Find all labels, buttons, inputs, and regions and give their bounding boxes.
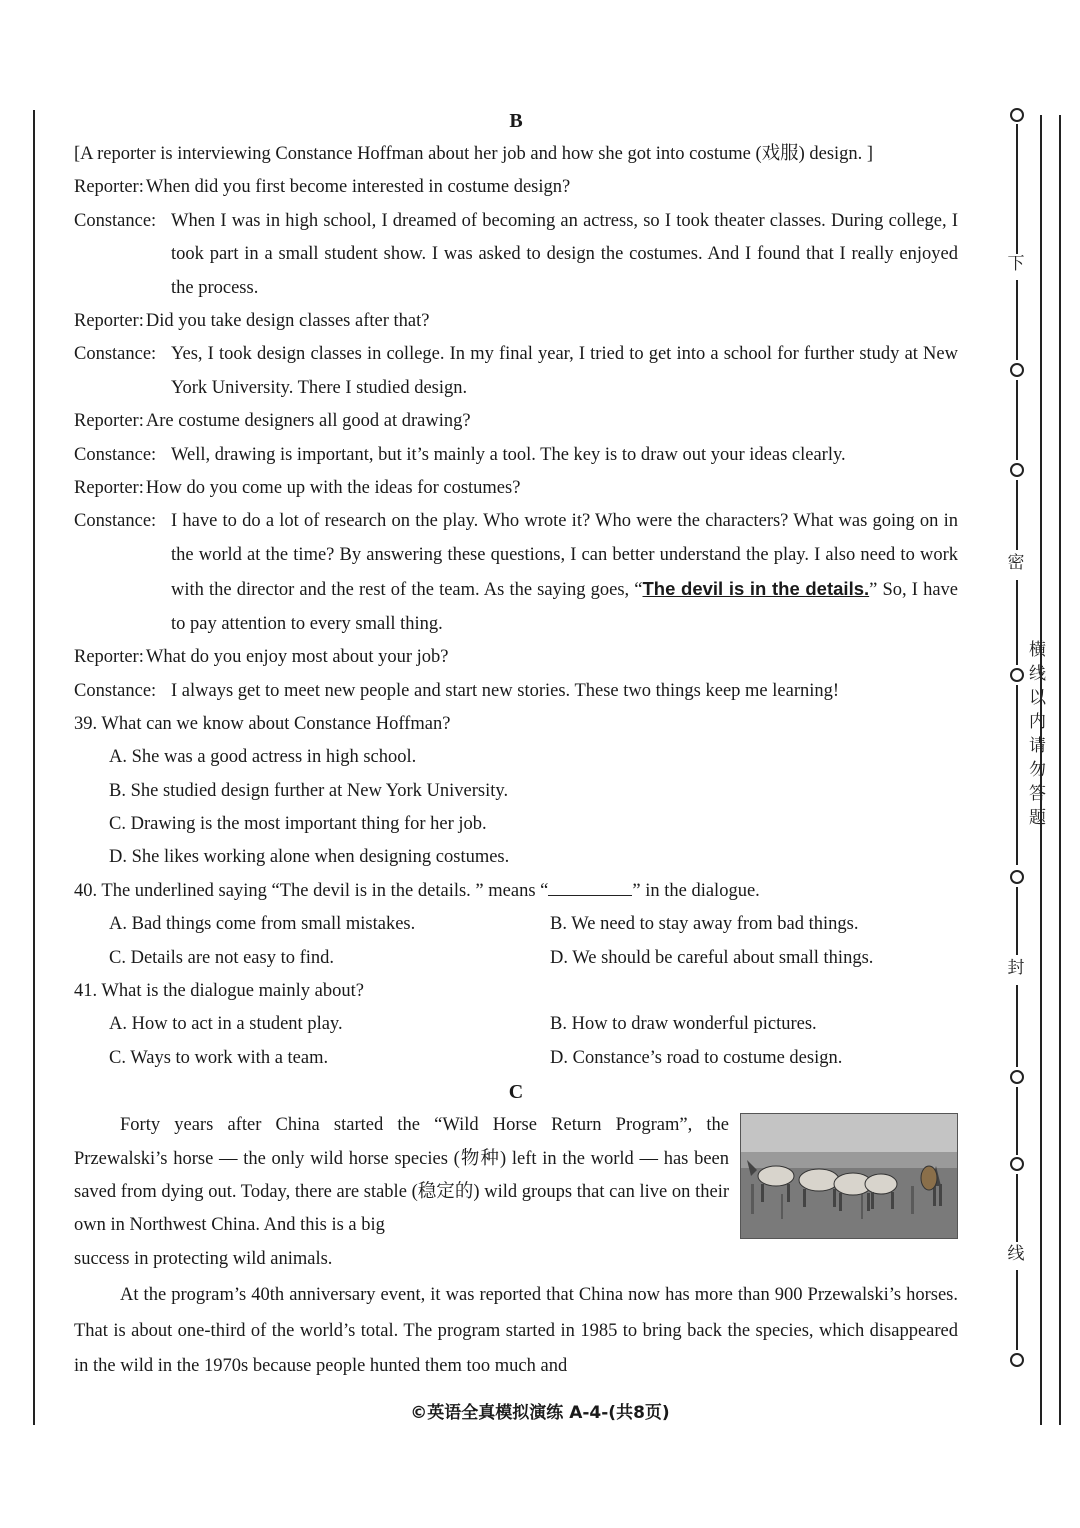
utterance-text: ” So, I have to pay attention to every small thing. xyxy=(171,580,958,634)
utterance: When I was in high school, I dreamed of becoming an actress, so I took theater classes. During college, I took part in a small student show. I was asked to design the costumes. And I found that I really enjoyed the process. xyxy=(171,210,958,298)
stem-text: 40. The underlined saying “The devil is in the details. ” means “ xyxy=(74,880,549,901)
dialogue-turn xyxy=(74,205,958,305)
utterance: When did you first become interested in costume design? xyxy=(145,177,571,198)
passage-c-paragraph-2: At the program’s 40th anniversary event, it was reported that China now has more than 900 Przewalski’s horses. That is about one-third of the world’s total. The program started in 1985 to bring back the species, which disappeared in the wild in the 1970s because people hunted them too much and xyxy=(74,1285,958,1377)
utterance: Yes, I took design classes in college. In my final year, I tried to get into a school for further study at New York University. There I studied design. xyxy=(171,344,958,398)
utterance xyxy=(171,505,958,641)
answer-option-b[interactable]: B. We need to stay away from bad things. xyxy=(550,914,859,935)
question-stem: 39. What can we know about Constance Hoffman? xyxy=(74,713,451,734)
dialogue xyxy=(74,171,958,708)
binding-circle-icon xyxy=(1010,1353,1024,1367)
dialogue-turn xyxy=(74,675,958,708)
answer-option-b[interactable]: B. She studied design further at New York University. xyxy=(109,780,509,801)
passage-c xyxy=(74,1109,958,1385)
answer-option-d[interactable]: D. She likes working alone when designing costumes. xyxy=(109,847,510,868)
section-c-heading: C xyxy=(508,1081,524,1104)
binding-dash xyxy=(1016,124,1018,254)
binding-dash xyxy=(1016,280,1018,360)
question-39 xyxy=(74,708,958,875)
binding-dash xyxy=(1016,1174,1018,1242)
binding-dash xyxy=(1016,580,1018,665)
question-stem: 41. What is the dialogue mainly about? xyxy=(74,981,364,1002)
speaker-label: Reporter: xyxy=(74,411,144,432)
speaker-label: Reporter: xyxy=(74,177,144,198)
horse-photo xyxy=(740,1113,958,1239)
binding-dash xyxy=(1016,887,1018,955)
binding-circle-icon xyxy=(1010,108,1024,122)
answer-option-c[interactable]: C. Drawing is the most important thing for her job. xyxy=(109,814,487,835)
speaker-label: Reporter: xyxy=(74,647,144,668)
utterance: What do you enjoy most about your job? xyxy=(145,647,449,668)
speaker-label: Constance: xyxy=(74,210,157,231)
speaker-label: Constance: xyxy=(74,511,157,532)
answer-option-c[interactable]: C. Details are not easy to find. xyxy=(109,947,335,968)
binding-label-mi: 密 xyxy=(1007,553,1025,573)
dialogue-turn xyxy=(74,171,958,204)
answer-option-a[interactable]: A. She was a good actress in high school. xyxy=(109,747,417,768)
utterance: How do you come up with the ideas for costumes? xyxy=(145,478,521,499)
dialogue-turn xyxy=(74,439,958,472)
page-footer: ©英语全真模拟演练 A-4-(共8页) xyxy=(410,1403,670,1423)
binding-dash xyxy=(1016,985,1018,1067)
question-41 xyxy=(74,975,958,1075)
binding-label-xia: 下 xyxy=(1007,254,1025,274)
dialogue-turn xyxy=(74,505,958,641)
dialogue-intro: [A reporter is interviewing Constance Hoffman about her job and how she got into costume (戏服) design. ] xyxy=(74,144,874,164)
utterance: Are costume designers all good at drawing? xyxy=(145,411,471,432)
speaker-label: Reporter: xyxy=(74,478,144,499)
utterance: Well, drawing is important, but it’s mainly a tool. The key is to draw out your ideas clearly. xyxy=(171,444,846,465)
binding-circle-icon xyxy=(1010,463,1024,477)
dialogue-turn xyxy=(74,472,958,505)
binding-circle-icon xyxy=(1010,1070,1024,1084)
question-40 xyxy=(74,875,958,975)
binding-rule xyxy=(1059,115,1061,1425)
answer-option-a[interactable]: A. How to act in a student play. xyxy=(109,1014,343,1035)
passage-c-paragraph-1-tail: success in protecting wild animals. xyxy=(74,1248,333,1269)
utterance-text: I have to do a lot of research on the play. Who wrote it? Who were the characters? What was going on in the world at the time? By answering these questions, I can better understand the play. I also need to work with the director and the rest of the team. As the saying goes, “ xyxy=(171,511,958,601)
dialogue-turn xyxy=(74,305,958,338)
binding-label-xian: 线 xyxy=(1007,1244,1025,1264)
underlined-saying: The devil is in the details. xyxy=(642,578,870,600)
answer-option-c[interactable]: C. Ways to work with a team. xyxy=(109,1047,329,1068)
binding-dash xyxy=(1016,1087,1018,1155)
stem-text: ” in the dialogue. xyxy=(632,880,760,901)
answer-options xyxy=(74,908,958,975)
question-stem xyxy=(74,875,958,908)
answer-blank[interactable] xyxy=(548,877,632,896)
answer-option-d[interactable]: D. We should be careful about small things. xyxy=(550,947,874,968)
binding-circle-icon xyxy=(1010,668,1024,682)
answer-option-a[interactable]: A. Bad things come from small mistakes. xyxy=(109,914,416,935)
binding-dash xyxy=(1016,685,1018,865)
dialogue-turn xyxy=(74,338,958,405)
binding-circle-icon xyxy=(1010,870,1024,884)
main-content xyxy=(74,104,958,1385)
speaker-label: Constance: xyxy=(74,444,157,465)
binding-circle-icon xyxy=(1010,1157,1024,1171)
binding-dash xyxy=(1016,380,1018,460)
answer-option-d[interactable]: D. Constance’s road to costume design. xyxy=(550,1047,843,1068)
section-b-heading: B xyxy=(509,110,523,132)
speaker-label: Reporter: xyxy=(74,311,144,332)
answer-options xyxy=(74,741,958,875)
passage-c-paragraph-1: Forty years after China started the “Wild Horse Return Program”, the Przewalski’s horse — the only wild horse species (物种) left in the world — has been saved from dying out. Today, there are stable (稳定的) wild groups that can live on their own in Northwest China. And this is a big xyxy=(74,1115,729,1236)
binding-circle-icon xyxy=(1010,363,1024,377)
speaker-label: Constance: xyxy=(74,680,157,701)
binding-dash xyxy=(1016,480,1018,550)
binding-dash xyxy=(1016,1270,1018,1350)
wild-horses-image-icon xyxy=(741,1114,957,1238)
utterance: I always get to meet new people and start new stories. These two things keep me learning! xyxy=(171,680,840,701)
dialogue-turn xyxy=(74,641,958,674)
binding-label-feng: 封 xyxy=(1007,958,1025,978)
dialogue-turn xyxy=(74,405,958,438)
answer-option-b[interactable]: B. How to draw wonderful pictures. xyxy=(550,1014,817,1035)
binding-note: 横线以内请勿答题 xyxy=(1025,640,1045,832)
answer-options xyxy=(74,1008,958,1075)
utterance: Did you take design classes after that? xyxy=(145,311,430,332)
left-margin-rule xyxy=(33,110,35,1425)
speaker-label: Constance: xyxy=(74,344,157,365)
